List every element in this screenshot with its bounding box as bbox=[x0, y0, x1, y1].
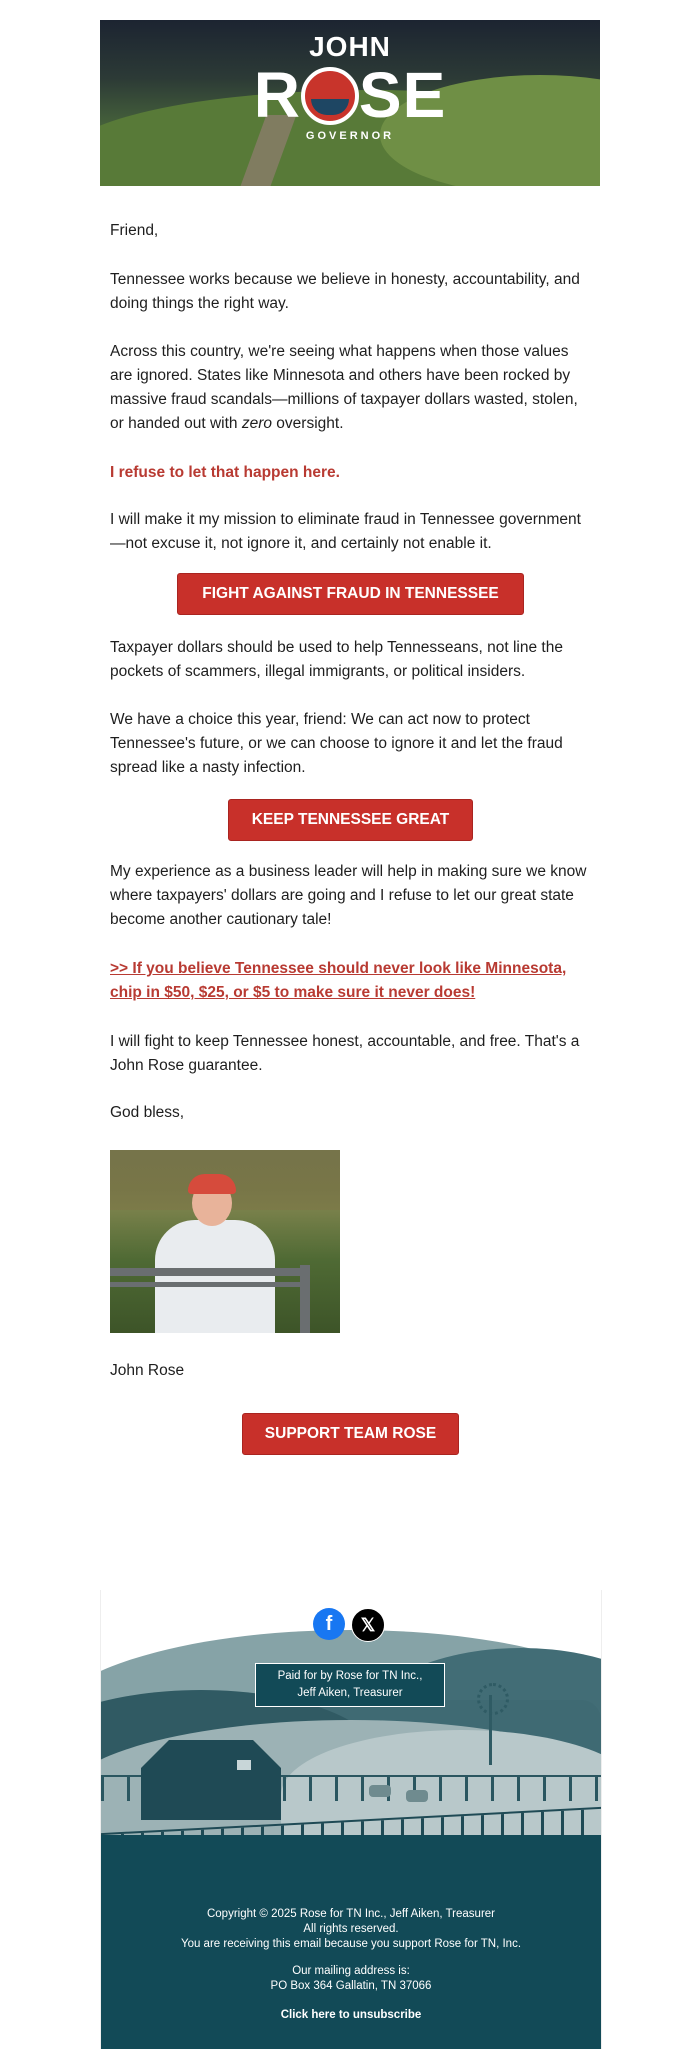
reason-text: You are receiving this email because you support Rose for TN, Inc. bbox=[180, 1938, 522, 1950]
barn-window bbox=[237, 1760, 251, 1770]
fight-fraud-button[interactable]: FIGHT AGAINST FRAUD IN TENNESSEE bbox=[177, 573, 524, 615]
signature-name: John Rose bbox=[110, 1362, 185, 1379]
highlight-statement: I refuse to let that happen here. bbox=[110, 464, 340, 481]
logo-main-left: R bbox=[253, 59, 301, 131]
paragraph-6: We have a choice this year, friend: We can act now to protect Tennessee's future, or we can choose to ignore it and let the fraud spread like a nasty infection. bbox=[110, 711, 563, 776]
paid-for-line-2: Jeff Aiken, Treasurer bbox=[297, 1687, 403, 1699]
keep-tennessee-great-button[interactable]: KEEP TENNESSEE GREAT bbox=[228, 799, 473, 841]
windmill-icon bbox=[489, 1695, 492, 1765]
paragraph-7: My experience as a business leader will help in making sure we know where taxpayers' dollars are going and I refuse to let our great state become another cautionary tale! bbox=[110, 863, 587, 928]
barn-icon bbox=[141, 1740, 281, 1820]
donate-link[interactable]: >> If you believe Tennessee should never look like Minnesota, chip in $50, $25, or $5 to make sure it never does! bbox=[110, 960, 567, 1001]
photo-person-body bbox=[155, 1220, 275, 1333]
campaign-logo bbox=[100, 32, 600, 143]
cow-icon bbox=[406, 1790, 428, 1802]
photo-person-cap bbox=[188, 1174, 236, 1194]
logo-top-text: JOHN bbox=[309, 31, 391, 62]
footer bbox=[100, 1590, 602, 2049]
mailing-address: PO Box 364 Gallatin, TN 37066 bbox=[270, 1980, 432, 1992]
paragraph-1: Tennessee works because we believe in honesty, accountability, and doing things the right way. bbox=[110, 271, 580, 312]
copyright-text: Copyright © 2025 Rose for TN Inc., Jeff Aiken, Treasurer bbox=[206, 1908, 496, 1920]
logo-main-text bbox=[100, 59, 600, 131]
closing: God bless, bbox=[110, 1104, 185, 1121]
facebook-icon[interactable]: f bbox=[313, 1608, 345, 1640]
candidate-photo bbox=[110, 1150, 340, 1333]
logo-main-right: SE bbox=[358, 59, 447, 131]
paragraph-5: Taxpayer dollars should be used to help Tennesseans, not line the pockets of scammers, illegal immigrants, or political insiders. bbox=[110, 639, 563, 680]
paragraph-2-emphasis: zero bbox=[241, 415, 272, 432]
cow-icon bbox=[369, 1785, 391, 1797]
tennessee-stars-icon bbox=[301, 67, 359, 125]
photo-gate-rail bbox=[110, 1268, 310, 1276]
paragraph-8: I will fight to keep Tennessee honest, accountable, and free. That's a John Rose guarantee. bbox=[110, 1033, 580, 1074]
photo-gate-rail bbox=[110, 1282, 310, 1287]
header-banner bbox=[100, 20, 600, 186]
support-team-rose-button[interactable]: SUPPORT TEAM ROSE bbox=[242, 1413, 459, 1455]
x-twitter-icon[interactable]: 𝕏 bbox=[351, 1608, 385, 1642]
paragraph-2 bbox=[110, 340, 590, 436]
unsubscribe-link[interactable]: Click here to unsubscribe bbox=[280, 2009, 422, 2021]
mailing-label: Our mailing address is: bbox=[292, 1965, 410, 1977]
paid-for-line-1: Paid for by Rose for TN Inc., bbox=[277, 1670, 423, 1682]
paragraph-2-text: Across this country, we're seeing what happens when those values are ignored. States like Minnesota and others have been rocked by massive fraud scandals—millions of taxpayer dollars wasted, stolen, or handed out with bbox=[110, 343, 578, 432]
paragraph-4: I will make it my mission to eliminate fraud in Tennessee government—not excuse it, not ignore it, and certainly not enable it. bbox=[110, 511, 581, 552]
logo-sub-text: GOVERNOR bbox=[305, 130, 395, 143]
paid-for-box bbox=[255, 1663, 445, 1707]
greeting: Friend, bbox=[110, 222, 159, 239]
paragraph-2-end: oversight. bbox=[272, 415, 344, 432]
photo-gate-post bbox=[300, 1265, 310, 1333]
rights-text: All rights reserved. bbox=[303, 1923, 399, 1935]
